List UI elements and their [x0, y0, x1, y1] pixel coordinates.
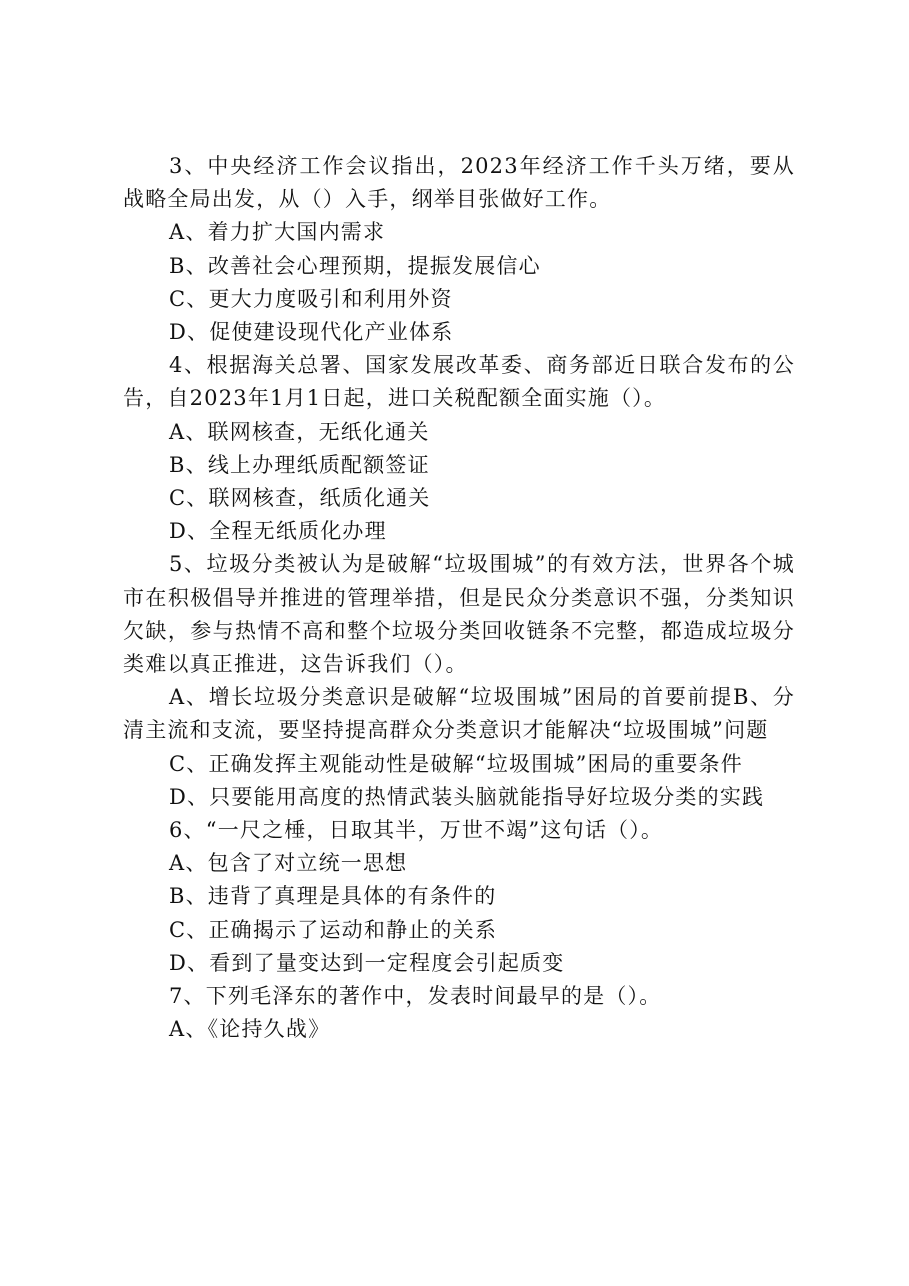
question-3-option-d: D、促使建设现代化产业体系	[169, 320, 454, 345]
document-page	[123, 150, 795, 1046]
question-6-option-d: D、看到了量变达到一定程度会引起质变	[169, 950, 565, 975]
question-7-option-a: A、《论持久战》	[169, 1017, 331, 1042]
question-5-option-c: C、正确发挥主观能动性是破解“垃圾围城”困局的重要条件	[169, 751, 743, 776]
question-3-option-a: A、着力扩大国内需求	[169, 220, 386, 245]
question-7-stem: 7、下列毛泽东的著作中，发表时间最早的是（）。	[169, 984, 662, 1009]
question-6-option-a: A、包含了对立统一思想	[169, 851, 408, 876]
question-4-stem: 4、根据海关总署、国家发展改革委、商务部近日联合发布的公告，自2023年1月1日起，进口关税配额全面实施（）。	[123, 353, 795, 411]
question-6-option-c: C、正确揭示了运动和静止的关系	[169, 917, 498, 942]
question-3-stem: 3、中央经济工作会议指出，2023年经济工作千头万绪，要从战略全局出发，从（）入手，纲举目张做好工作。	[123, 154, 795, 212]
question-5-option-a-b: A、增长垃圾分类意识是破解“垃圾围城”困局的首要前提B、分清主流和支流，要坚持提高群众分类意识才能解决“垃圾围城”问题	[123, 685, 795, 743]
question-4-option-c: C、联网核查，纸质化通关	[169, 486, 431, 511]
question-3-option-b: B、改善社会心理预期，提振发展信心	[169, 253, 541, 278]
question-5-option-d: D、只要能用高度的热情武装头脑就能指导好垃圾分类的实践	[169, 784, 765, 809]
question-4-option-b: B、线上办理纸质配额签证	[169, 452, 430, 477]
question-4-option-a: A、联网核查，无纸化通关	[169, 419, 430, 444]
question-6-stem: 6、“一尺之棰，日取其半，万世不竭”这句话（）。	[169, 818, 664, 843]
question-4-option-d: D、全程无纸质化办理	[169, 519, 387, 544]
question-3-option-c: C、更大力度吸引和利用外资	[169, 286, 453, 311]
question-6-option-b: B、违背了真理是具体的有条件的	[169, 884, 497, 909]
question-5-stem: 5、垃圾分类被认为是破解“垃圾围城”的有效方法，世界各个城市在积极倡导并推进的管理举措，但是民众分类意识不强，分类知识欠缺，参与热情不高和整个垃圾分类回收链条不完整，都造成垃圾分类难以真正推进，这告诉我们（）。	[123, 552, 795, 677]
